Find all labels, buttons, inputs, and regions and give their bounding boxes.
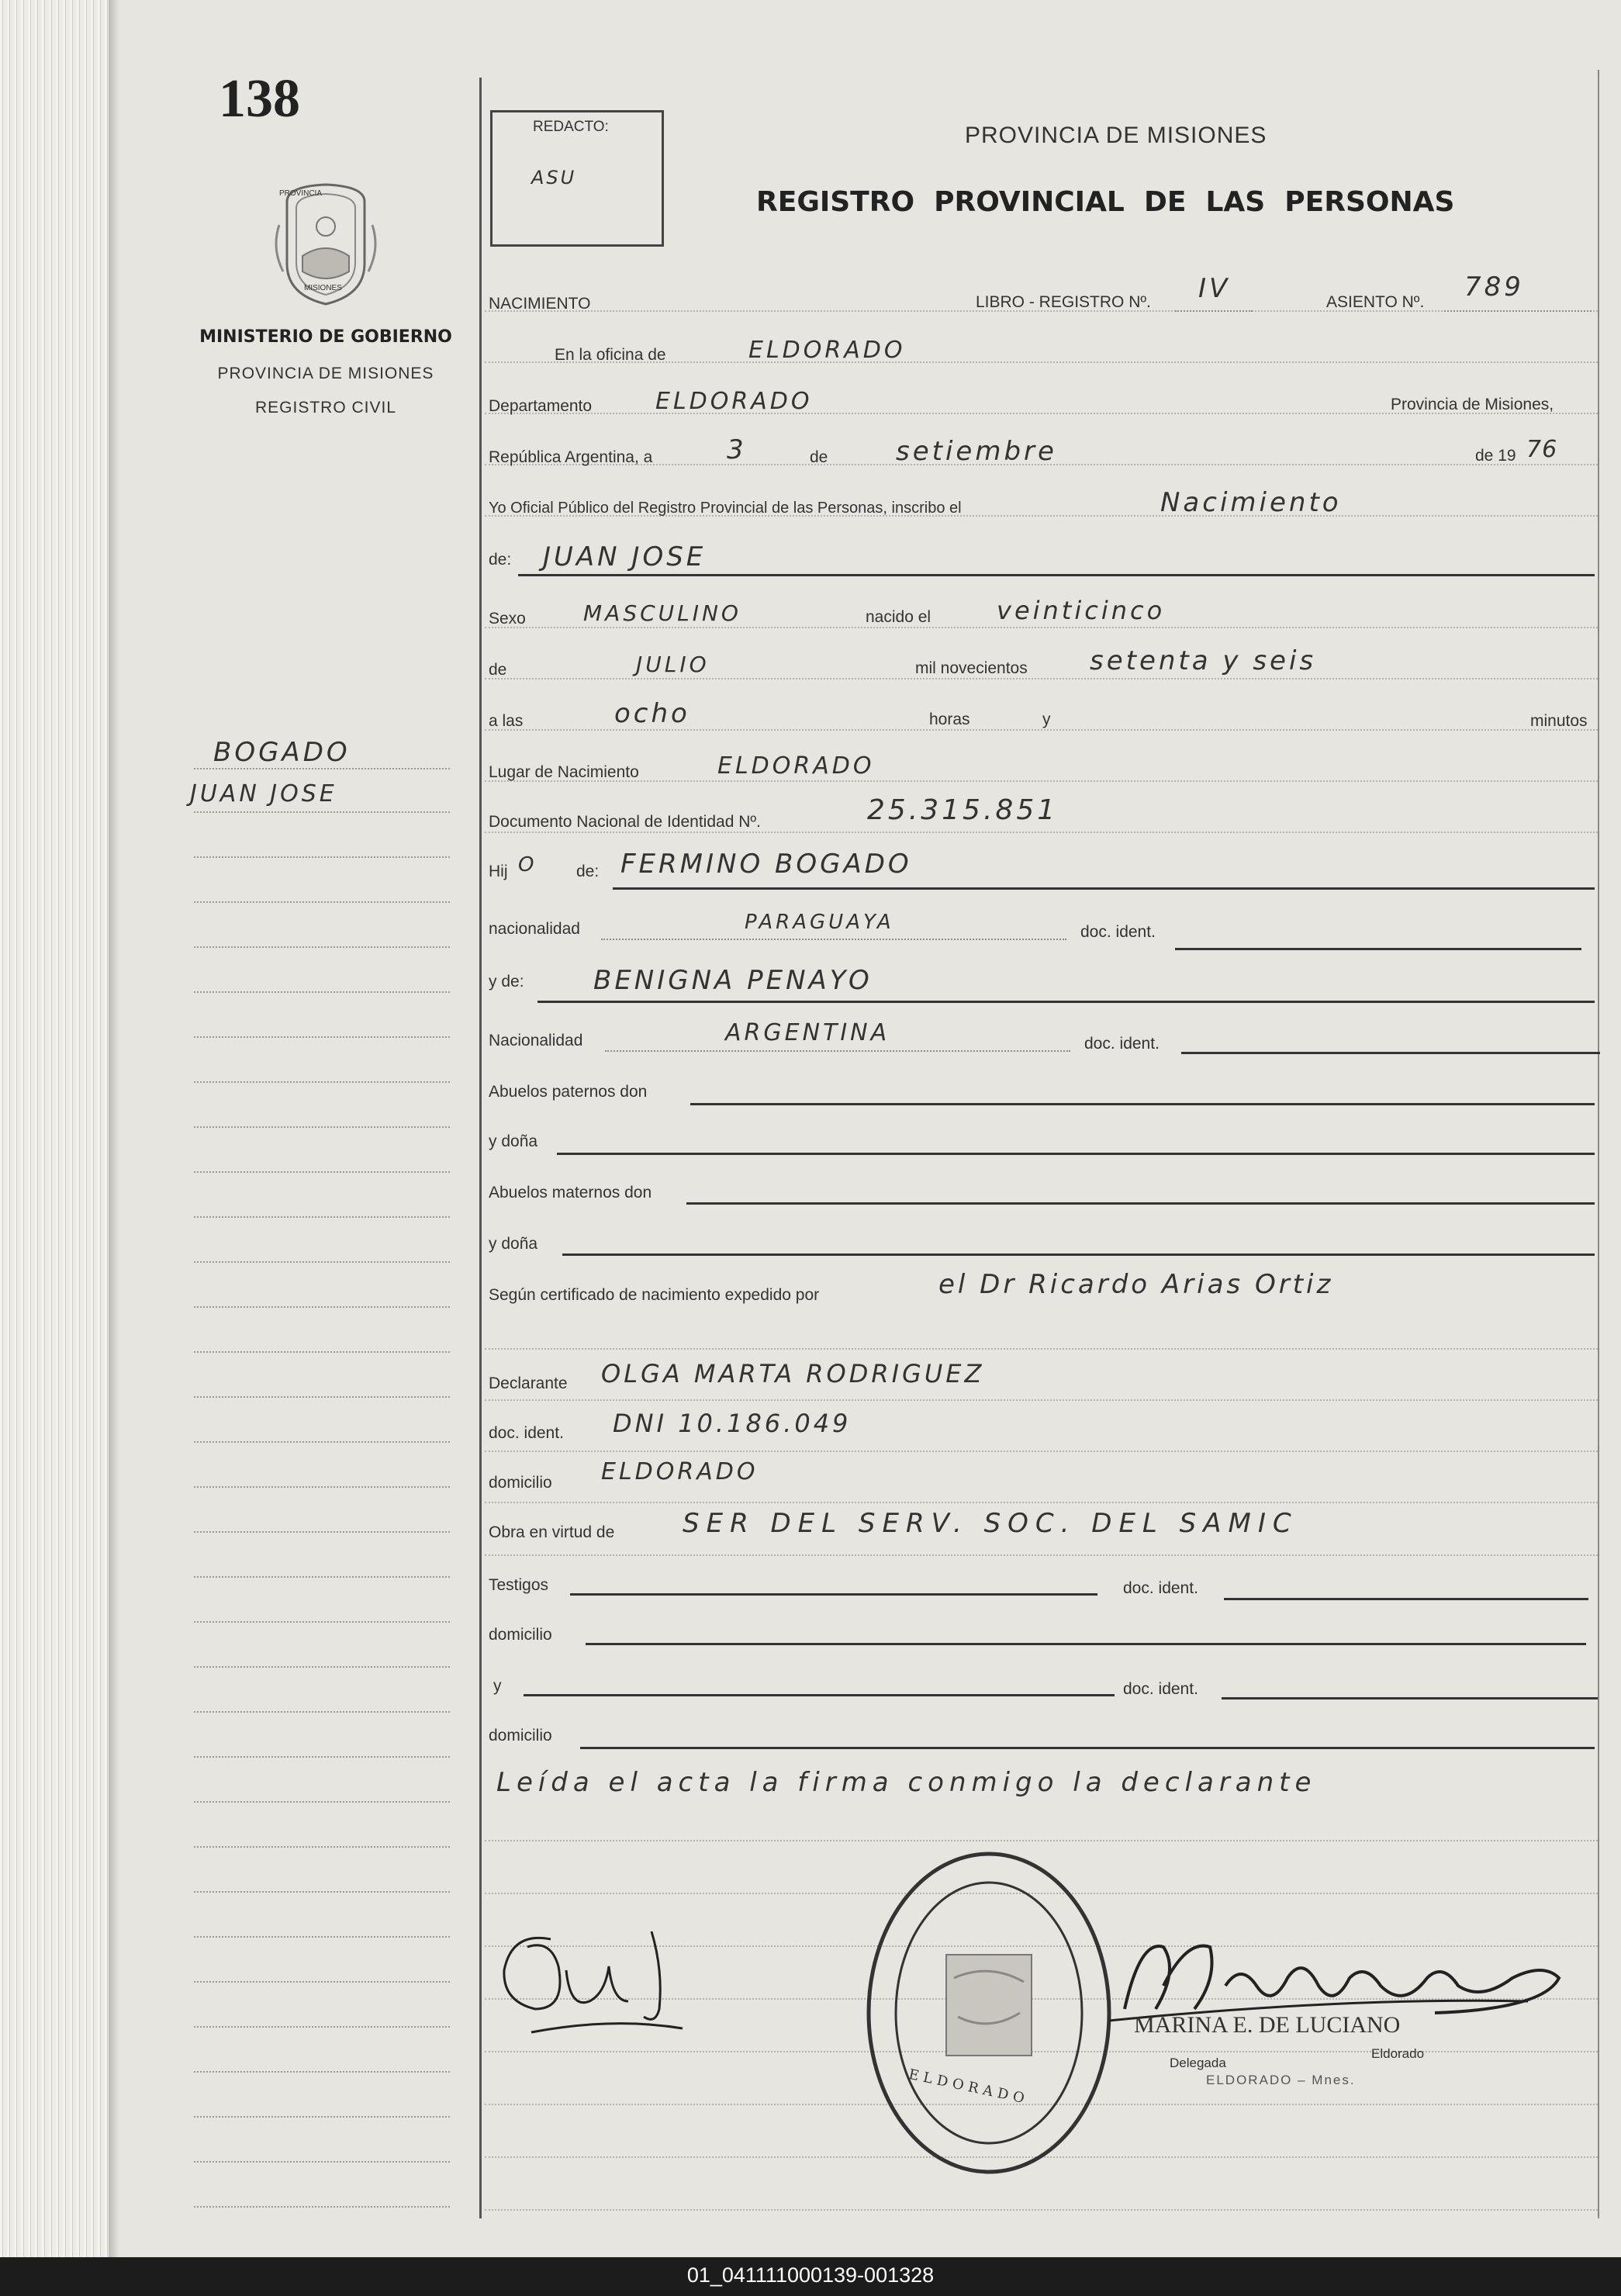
declarante-doc-label: doc. ident. [489,1424,564,1442]
redacto-initials: ASU [531,167,577,188]
dni-value: 25.315.851 [867,794,1059,826]
father-nationality-value: PARAGUAYA [745,911,894,934]
header-province: PROVINCIA DE MISIONES [965,123,1267,148]
month2-value: JULIO [636,652,710,677]
margin-note-surname: BOGADO [213,737,351,768]
dni-label: Documento Nacional de Identidad Nº. [489,813,761,831]
testigo2-label: y [493,1677,502,1695]
de2-label: de [489,661,507,679]
obra-value: SER DEL SERV. SOC. DEL SAMIC [683,1508,1298,1539]
emblem-text-bottom: MISIONES [304,284,342,292]
record-type-label: NACIMIENTO [489,295,591,313]
provincia-suffix: Provincia de Misiones, [1391,396,1554,413]
emblem-text-top: PROVINCIA [279,189,323,198]
document-identifier: 01_041111000139-001328 [686,2263,935,2287]
declarante-value: OLGA MARTA RODRIGUEZ [601,1359,985,1388]
mil-label: mil novecientos [915,659,1028,677]
testigo1-doc-label: doc. ident. [1123,1579,1198,1597]
republica-label: República Argentina, a [489,448,653,466]
year-value: 76 [1526,436,1558,463]
hour-value: ocho [614,698,690,729]
testigos-label: Testigos [489,1576,549,1594]
oficina-label: En la oficina de [555,346,666,364]
hijo-suffix: O [518,853,537,877]
registry-seal-icon [861,1846,1117,2180]
mother-name: BENIGNA PENAYO [593,965,873,996]
closing-statement: Leída el acta la firma conmigo la declarante [496,1767,1317,1798]
de-label: de [810,448,828,466]
oficina-value: ELDORADO [748,337,906,364]
page-number: 138 [219,69,300,129]
abuela-paterna-label: y doña [489,1132,538,1150]
declarante-domicilio-value: ELDORADO [601,1458,759,1485]
registered-name: JUAN JOSE [543,541,707,572]
declarante-doc-value: DNI 10.186.049 [613,1409,852,1438]
sexo-label: Sexo [489,610,526,628]
acto-value: Nacimiento [1160,487,1342,518]
testigo2-domicilio-label: domicilio [489,1727,552,1744]
mother-nationality-label: Nacionalidad [489,1032,583,1049]
hijo-de-label: de: [576,863,600,880]
horas-label: horas [929,711,970,728]
father-name: FERMINO BOGADO [620,849,912,880]
a-las-label: a las [489,712,524,730]
name-label: de: [489,551,512,569]
obra-label: Obra en virtud de [489,1523,615,1541]
abuela-materna-label: y doña [489,1235,538,1253]
page-rule [1598,70,1599,2218]
year-words-value: setenta y seis [1090,645,1317,676]
asiento-label: ASIENTO Nº. [1326,293,1425,311]
official-stamp-office: Eldorado [1371,2046,1425,2061]
redacto-box [490,110,664,247]
certificado-value: el Dr Ricardo Arias Ortiz [938,1269,1334,1300]
hijo-label: Hij [489,863,508,880]
declarante-domicilio-label: domicilio [489,1474,552,1492]
departamento-label: Departamento [489,397,593,415]
libro-label: LIBRO - REGISTRO Nº. [976,293,1151,311]
testigo2-doc-label: doc. ident. [1123,1680,1198,1698]
official-stamp-place: ELDORADO – Mnes. [1206,2073,1356,2087]
certificado-label: Según certificado de nacimiento expedido por [489,1286,820,1304]
ministry-province: PROVINCIA DE MISIONES [217,365,434,382]
father-doc-label: doc. ident. [1080,923,1156,941]
mother-label: y de: [489,973,524,991]
sexo-value: MASCULINO [583,600,741,626]
day-value: 3 [727,434,747,465]
minutos-label: minutos [1530,712,1588,730]
nacido-value: veinticinco [997,596,1166,625]
official-stamp-name: MARINA E. DE LUCIANO [1134,2012,1401,2038]
official-stamp-role: Delegada [1170,2056,1226,2070]
testigo1-domicilio-label: domicilio [489,1626,552,1644]
mother-doc-label: doc. ident. [1084,1035,1160,1053]
abuelos-paternos-label: Abuelos paternos don [489,1083,648,1101]
father-nationality-label: nacionalidad [489,920,580,938]
margin-rule [479,78,482,2218]
month-value: setiembre [896,436,1057,467]
ministry-title: MINISTERIO DE GOBIERNO [199,327,452,347]
seal-center-text: ELDORADO [907,2066,1031,2108]
nacido-label: nacido el [866,608,931,626]
mother-nationality-value: ARGENTINA [725,1019,890,1046]
libro-value: IV [1198,273,1231,304]
redacto-label: REDACTO: [533,119,609,135]
y-label: y [1042,711,1051,728]
lugar-label: Lugar de Nacimiento [489,763,639,781]
oficial-statement: Yo Oficial Público del Registro Provincial de las Personas, inscribo el [489,500,962,517]
declarante-label: Declarante [489,1374,568,1392]
ministry-office: REGISTRO CIVIL [254,399,397,417]
year-prefix: de 19 [1475,447,1516,465]
header-title: REGISTRO PROVINCIAL DE LAS PERSONAS [756,186,1455,218]
departamento-value: ELDORADO [655,388,813,415]
lugar-value: ELDORADO [717,752,875,780]
page-stack-edges [0,0,116,2257]
margin-note-given-names: JUAN JOSE [190,780,337,807]
asiento-value: 789 [1464,271,1524,303]
declarant-signature [496,1924,698,2056]
abuelos-maternos-label: Abuelos maternos don [489,1184,652,1202]
